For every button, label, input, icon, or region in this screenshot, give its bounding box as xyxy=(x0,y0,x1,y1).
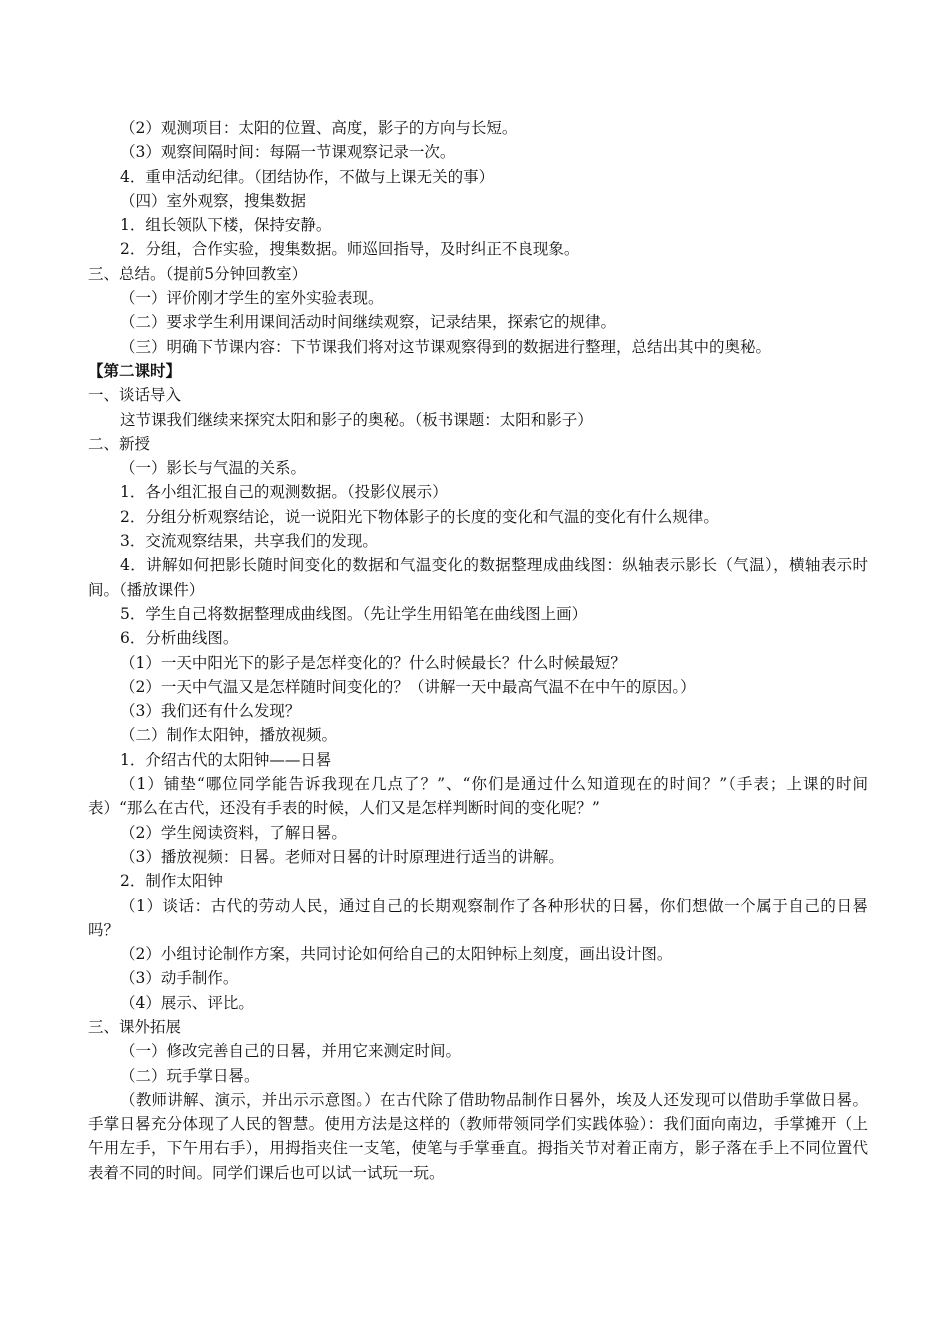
text-line: （2）一天中气温又是怎样随时间变化的？（讲解一天中最高气温不在中午的原因。） xyxy=(120,677,696,696)
text-line: （3）我们还有什么发现？ xyxy=(120,702,301,721)
text-line: （二）要求学生利用课间活动时间继续观察，记录结果，探索它的规律。 xyxy=(120,313,617,332)
section-heading: 三、总结。（提前5分钟回教室） xyxy=(88,264,308,283)
text-line: 这节课我们继续来探究太阳和影子的奥秘。（板书课题：太阳和影子） xyxy=(120,410,593,429)
text-line: 1．组长领队下楼，保持安静。 xyxy=(120,216,332,235)
text-line: 2．分组分析观察结论，说一说阳光下物体影子的长度的变化和气温的变化有什么规律。 xyxy=(120,507,719,526)
text-line: 3．交流观察结果，共享我们的发现。 xyxy=(120,532,378,551)
paragraph: 4．讲解如何把影长随时间变化的数据和气温变化的数据整理成曲线图：纵轴表示影长（气温），横轴表示时间。（播放课件） xyxy=(88,556,868,599)
text-line: 1．各小组汇报自己的观测数据。（投影仪展示） xyxy=(120,483,448,502)
text-line: （2）观测项目：太阳的位置、高度，影子的方向与长短。 xyxy=(120,119,518,137)
paragraph: （教师讲解、演示，并出示示意图。）在古代除了借助物品制作日晷外，埃及人还发现可以借助手掌做日晷。手掌日晷充分体现了人民的智慧。使用方法是这样的（教师带领同学们实践体验）：我们面向南边，手掌摊开（上午用左手，下午用右手），用拇指夹住一支笔，使笔与手掌垂直。拇指关节对着正南方，影子落在手上不同位置代表着不同的时间。同学们课后也可以试一试玩一玩。 xyxy=(88,1090,868,1182)
text-line: （二）玩手掌日晷。 xyxy=(120,1066,260,1085)
paragraph: （1）铺垫“哪位同学能告诉我现在几点了？”、“你们是通过什么知道现在的时间？”（手表；上课的时间表）“那么在古代，还没有手表的时候，人们又是怎样判断时间的变化呢？” xyxy=(88,775,868,818)
section-heading: 二、新授 xyxy=(88,434,151,453)
document-body xyxy=(88,116,868,1185)
text-line: （一）评价刚才学生的室外实验表现。 xyxy=(120,289,384,308)
section-heading: （四）室外观察，搜集数据 xyxy=(120,191,307,210)
paragraph: （1）谈话：古代的劳动人民，通过自己的长期观察制作了各种形状的日晷，你们想做一个属于自己的日晷吗？ xyxy=(88,896,868,939)
text-line: 5．学生自己将数据整理成曲线图。（先让学生用铅笔在曲线图上画） xyxy=(120,604,588,623)
section-heading: 三、课外拓展 xyxy=(88,1017,182,1036)
text-line: （2）学生阅读资料，了解日晷。 xyxy=(120,823,347,842)
section-heading: （二）制作太阳钟，播放视频。 xyxy=(120,726,338,745)
text-line: （3）动手制作。 xyxy=(120,969,239,988)
text-line: （一）修改完善自己的日晷，并用它来测定时间。 xyxy=(120,1042,462,1061)
text-line: 1．介绍古代的太阳钟——日晷 xyxy=(120,750,332,769)
text-line: （4）展示、评比。 xyxy=(120,993,254,1012)
section-heading: （一）影长与气温的关系。 xyxy=(120,459,307,478)
text-line: 4．重申活动纪律。（团结协作，不做与上课无关的事） xyxy=(120,167,495,186)
lesson-title: 【第二课时】 xyxy=(88,360,182,380)
section-heading: 一、谈话导入 xyxy=(88,386,182,405)
text-line: （三）明确下节课内容：下节课我们将对这节课观察得到的数据进行整理，总结出其中的奥秘。 xyxy=(120,337,772,356)
text-line: （3）观察间隔时间：每隔一节课观察记录一次。 xyxy=(120,143,456,162)
text-line: 6．分析曲线图。 xyxy=(120,629,239,648)
text-line: （3）播放视频：日晷。老师对日晷的计时原理进行适当的讲解。 xyxy=(120,847,564,866)
text-line: 2．制作太阳钟 xyxy=(120,872,223,891)
text-line: 2．分组，合作实验，搜集数据。师巡回指导，及时纠正不良现象。 xyxy=(120,240,580,259)
text-line: （1）一天中阳光下的影子是怎样变化的？什么时候最长？什么时候最短？ xyxy=(120,653,626,672)
text-line: （2）小组讨论制作方案，共同讨论如何给自己的太阳钟标上刻度，画出设计图。 xyxy=(120,945,673,964)
